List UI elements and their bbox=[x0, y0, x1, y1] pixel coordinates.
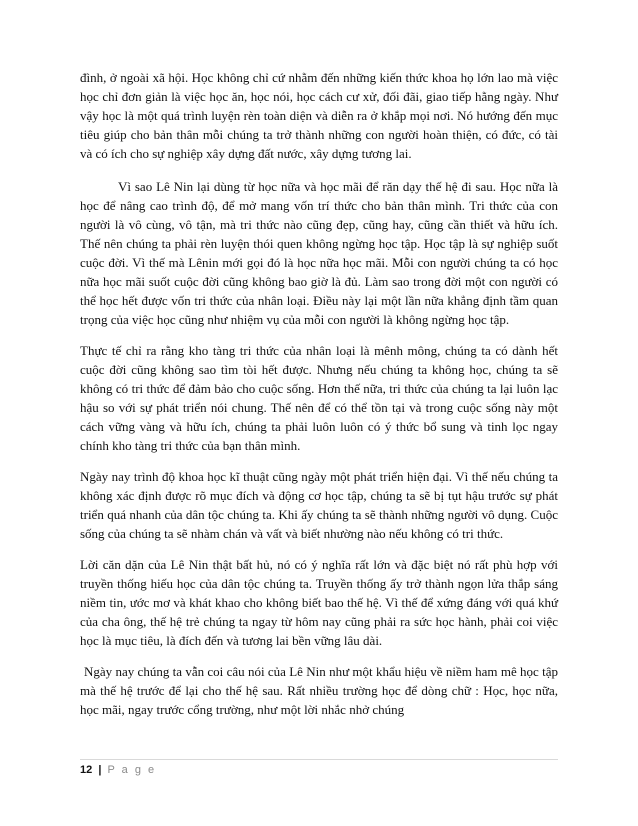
page-number: 12 bbox=[80, 764, 93, 776]
paragraph-3: Thực tế chỉ ra rằng kho tàng tri thức của nhân loại là mênh mông, chúng ta có dành hết cuộc đời cũng không sao tìm tòi hết được. Nhưng nếu chúng ta không học, chúng ta sẽ không có tri thức để đảm bảo cho cuộc sống. Hơn thế nữa, tri thức của chúng ta lại luôn lạc hậu so với sự phát triển nói chung. Thế nên để có thể tồn tại và trong cuộc sống này một cách vững vàng và hữu ích, chúng ta phải luôn luôn có ý thức bổ sung và tinh lọc ngay chính kho tàng tri thức của bạn thân mình. bbox=[80, 343, 558, 453]
page-label: P a g e bbox=[107, 764, 157, 776]
paragraph-2: Vì sao Lê Nin lại dùng từ học nữa và học mãi để răn dạy thế hệ đi sau. Học nữa là học để nâng cao trình độ, để mở mang vốn trí thức cho bản thân mình. Tri thức của con người là vô cùng, vô tận, mà tri thức nào cũng đẹp, cũng hay, cũng cần thiết và hữu ích. Thế nên chúng ta phải rèn luyện thói quen không ngừng học tập. Học tập là sự nghiệp suốt cuộc đời. Vì thế mà Lênin mới gọi đó là học nữa học mãi. Mỗi con người chúng ta có học nữa học mãi suốt cuộc đời cũng không bao giờ là đủ. Làm sao trong đời một con người có thể học hết được vốn tri thức của nhân loại. Điều này lại một lần nữa khẳng định tầm quan trọng của việc học cũng như nhiệm vụ của mỗi con người là không ngừng học tập. bbox=[80, 179, 558, 327]
paragraph-1: đình, ở ngoài xã hội. Học không chỉ cứ nhằm đến những kiến thức khoa họ lớn lao mà việc học chỉ đơn giản là việc học ăn, học nói, học cách cư xử, đối đãi, giao tiếp hằng ngày. Như vậy học là một quá trình luyện rèn toàn diện và diễn ra ở khắp mọi nơi. Nó hướng đến mục tiêu giúp cho bản thân mỗi chúng ta trở thành những con người hoàn thiện, có đức, có tài và có ích cho sự nghiệp xây dựng đất nước, xây dựng tương lai. bbox=[80, 70, 558, 161]
footer-separator: | bbox=[98, 764, 102, 776]
page-body bbox=[80, 68, 558, 731]
page-footer bbox=[80, 759, 558, 776]
paragraph-5: Lời căn dặn của Lê Nin thật bất hủ, nó có ý nghĩa rất lớn và đặc biệt nó rất phù hợp với truyền thống hiếu học của dân tộc chúng ta. Truyền thống ấy trở thành ngọn lửa thắp sáng niềm tin, ước mơ và khát khao cho không biết bao thế hệ. Vì thế để xứng đáng với quá khứ của cha ông, thế hệ trẻ chúng ta ngay từ hôm nay cũng phải ra sức học hành, phải coi việc học là mục tiêu, là đích đến và tương lai bền vững lâu dài. bbox=[80, 557, 558, 648]
paragraph-6: Ngày nay chúng ta vẫn coi câu nói của Lê Nin như một khẩu hiệu về niềm ham mê học tập mà thế hệ trước để lại cho thế hệ sau. Rất nhiều trường học để dòng chữ : Học, học nữa, học mãi, ngay trước cổng trường, như một lời nhắc nhở chúng bbox=[80, 664, 558, 717]
paragraph-4: Ngày nay trình độ khoa học kĩ thuật cũng ngày một phát triển hiện đại. Vì thế nếu chúng ta không xác định được rõ mục đích và động cơ học tập, chúng ta sẽ bị tụt hậu trước sự phát triển quá nhanh của dân tộc chúng ta. Khi ấy chúng ta sẽ thành những người vô dụng. Cuộc sống của chúng ta sẽ nhàm chán và vất và biết nhường nào nếu không có tri thức. bbox=[80, 469, 558, 541]
